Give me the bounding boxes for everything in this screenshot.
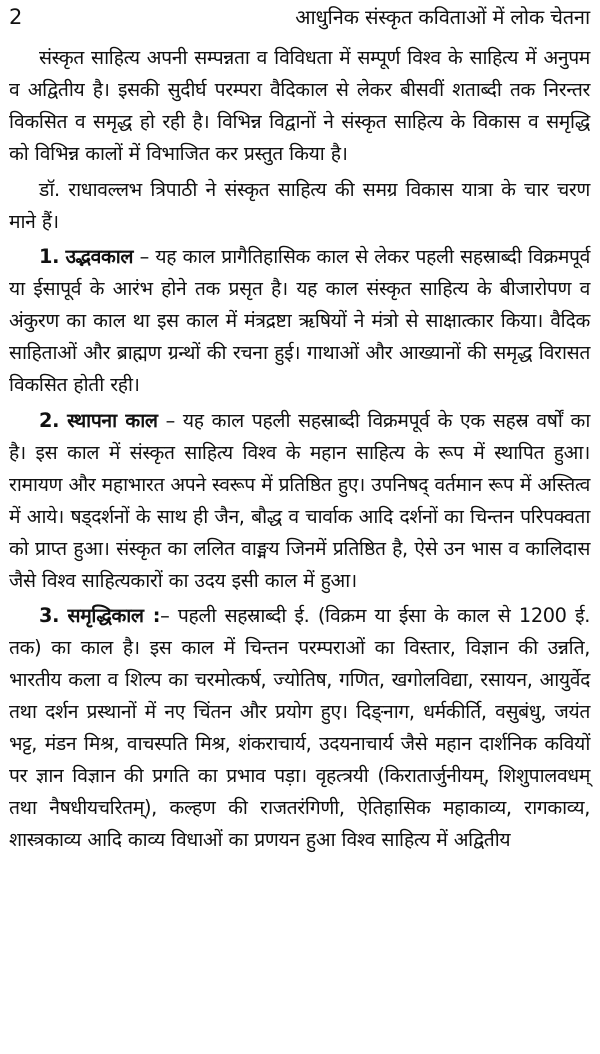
- period-heading: उद्भवकाल: [65, 245, 134, 269]
- chronology-intro-paragraph: [9, 174, 590, 238]
- paragraph-text: संस्कृत साहित्य अपनी सम्पन्नता व विविधता में सम्पूर्ण विश्व के साहित्य में अनुपम व अद्वितीय है। इसकी सुदीर्घ परम्परा वैदिकाल से लेकर बीसवीं शताब्दी तक निरन्तर विकसित व समृद्ध हो रही है। विभिन्न विद्वानों ने संस्कृत साहित्य के विकास व समृद्धि को विभिन्न कालों में विभाजित कर प्रस्तुत किया है।: [9, 46, 590, 165]
- running-title: आधुनिक संस्कृत कविताओं में लोक चेतना: [295, 5, 590, 29]
- period-3-paragraph: [9, 600, 590, 855]
- period-2-paragraph: [9, 405, 590, 596]
- running-header: [9, 0, 590, 42]
- period-heading: समृद्धिकाल :: [67, 604, 161, 628]
- page-number: 2: [9, 5, 23, 29]
- paragraph-text: – यह काल प्रागैतिहासिक काल से लेकर पहली सहस्राब्दी विक्रमपूर्व या ईसापूर्व के आरंभ होने तक प्रसृत है। यह काल संस्कृत साहित्य के बीजारोपण व अंकुरण का काल था इस काल में मंत्रद्रष्टा ऋषियों ने मंत्रो से साक्षात्कार किया। वैदिक साहिताओं और ब्राह्मण ग्रन्थों की रचना हुई। गाथाओं और आख्यानों की समृद्ध विरासत विकसित होती रही।: [9, 245, 591, 397]
- paragraph-text: डॉ. राधावल्लभ त्रिपाठी ने संस्कृत साहित्य की समग्र विकास यात्रा के चार चरण माने हैं।: [9, 177, 590, 233]
- intro-paragraph: [9, 42, 590, 170]
- period-1-paragraph: [9, 241, 590, 401]
- period-heading: स्थापना काल: [67, 408, 158, 432]
- period-number: 1.: [39, 245, 60, 269]
- period-number: 2.: [39, 408, 60, 432]
- paragraph-text: – यह काल पहली सहस्राब्दी विक्रमपूर्व के एक सहस्र वर्षों का है। इस काल में संस्कृत साहित्य विश्व के महान साहित्य के रूप में स्थापित हुआ। रामायण और महाभारत अपने स्वरूप में प्रतिष्ठित हुए। उपनिषद् वर्तमान रूप में अस्तित्व में आये। षड्दर्शनों के साथ ही जैन, बौद्ध व चार्वाक आदि दर्शनों का चिन्तन परिपक्वता को प्राप्त हुआ। संस्कृत का ललित वाङ्मय जिनमें प्रतिष्ठित है, ऐसे उन भास व कालिदास जैसे विश्व साहित्यकारों का उदय इसी काल में हुआ।: [9, 408, 590, 592]
- paragraph-text: – पहली सहस्राब्दी ई. (विक्रम या ईसा के काल से 1200 ई. तक) का काल है। इस काल में चिन्तन परम्पराओं का विस्तार, विज्ञान की उन्नति, भारतीय कला व शिल्प का चरमोत्कर्ष, ज्योतिष, गणित, खगोलविद्या, रसायन, आयुर्वेद तथा दर्शन प्रस्थानों में नए चिंतन और प्रयोग हुए। दिङ्नाग, धर्मकीर्ति, वसुबंधु, जयंत भट्ट, मंडन मिश्र, वाचस्पति मिश्र, शंकराचार्य, उदयनाचार्य जैसे महान दार्शनिक कवियों पर ज्ञान विज्ञान की प्रगति का प्रभाव पड़ा। वृहत्त्रयी (किरातार्जुनीयम्, शिशुपालवधम् तथा नैषधीयचरितम्), कल्हण की राजतरंगिणी, ऐतिहासिक महाकाव्य, रागकाव्य, शास्त्रकाव्य आदि काव्य विधाओं का प्रणयन हुआ विश्व साहित्य में अद्वितीय: [9, 604, 590, 851]
- body-text: [9, 42, 590, 856]
- period-number: 3.: [39, 604, 60, 628]
